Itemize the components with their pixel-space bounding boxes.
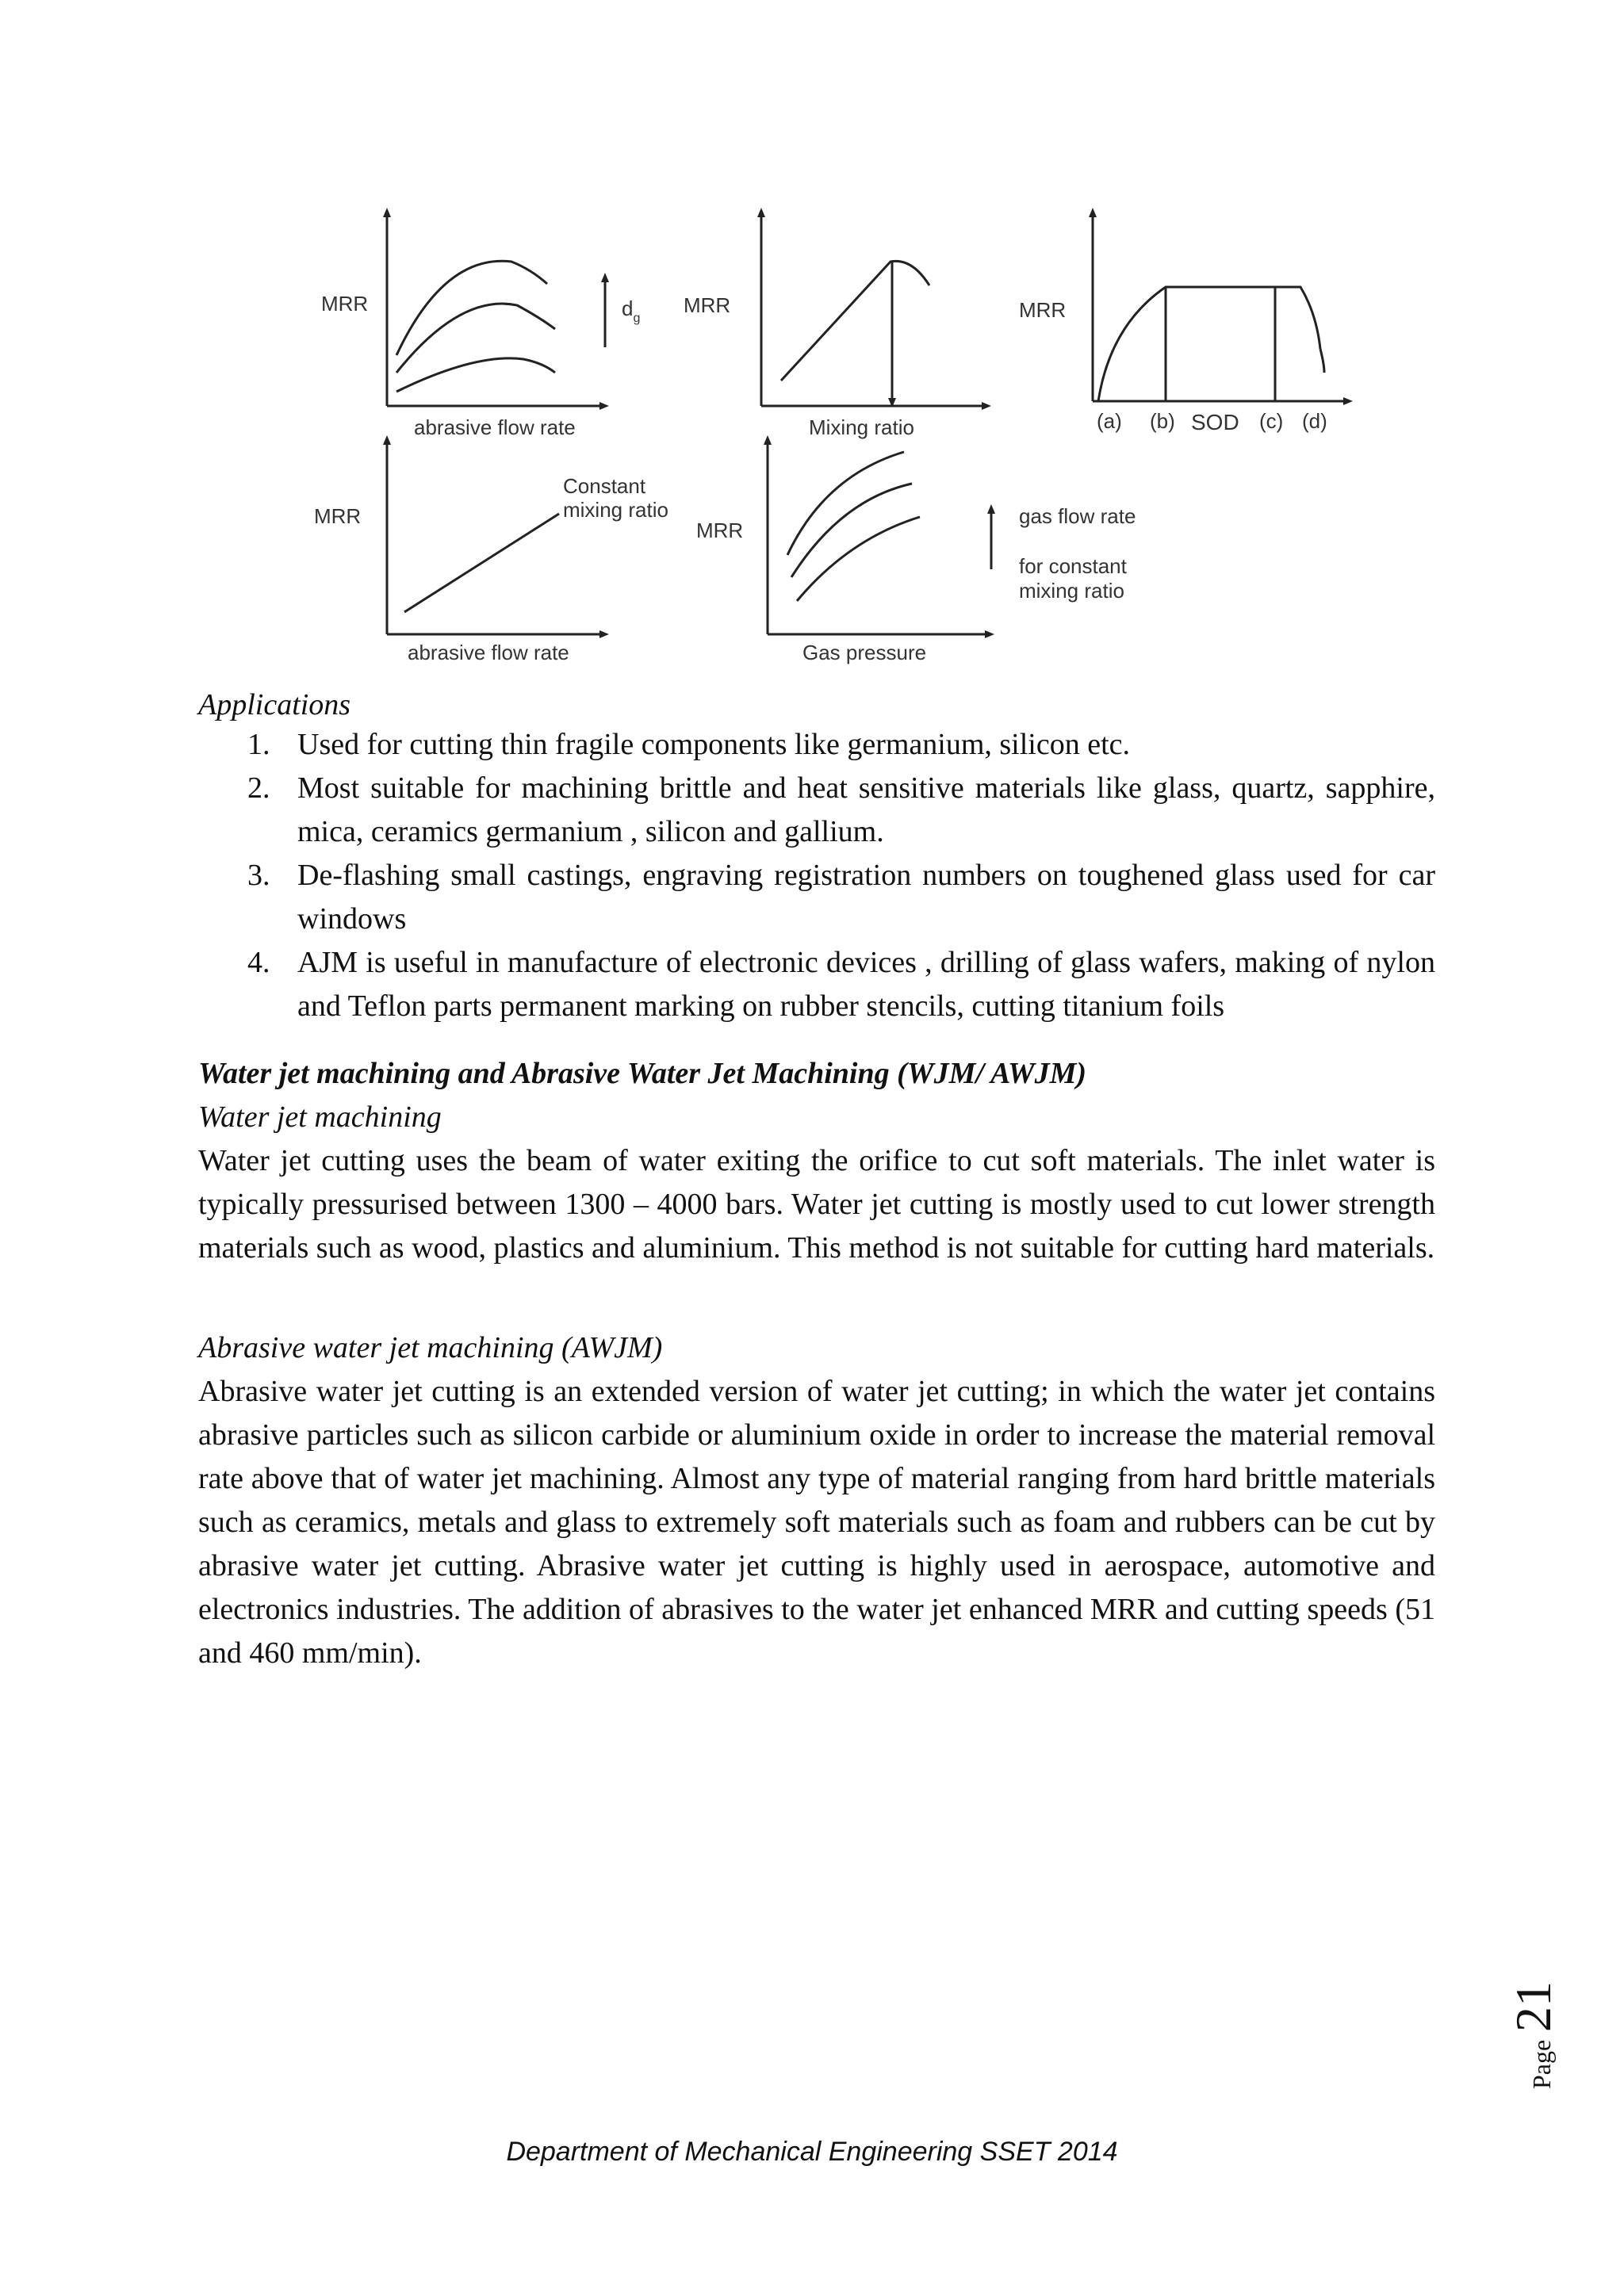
graph5-curve-low xyxy=(797,517,920,601)
graph3-tick-a: (a) xyxy=(1097,409,1122,433)
graph4-annotation-2: mixing ratio xyxy=(563,498,668,522)
graph1-dg-label: $d_g$ xyxy=(622,297,641,325)
graph3-tick-sod: SOD xyxy=(1191,410,1239,434)
graph2-xlabel: Mixing ratio xyxy=(809,415,914,439)
applications-heading: Applications xyxy=(198,688,351,721)
graph4-xlabel: abrasive flow rate xyxy=(408,641,569,664)
graph2-ylabel: MRR xyxy=(684,293,731,317)
list-item: 4. AJM is useful in manufacture of electronic devices , drilling of glass wafers, making of nylon and Teflon parts permanent marking on rubber stencils, cutting titanium foils xyxy=(247,946,1435,1023)
list-item: 3. De-flashing small castings, engraving registration numbers on toughened glass used for car windows xyxy=(247,859,1435,936)
graph3-tick-c: (c) xyxy=(1259,409,1284,433)
awjm-paragraph: Abrasive water jet cutting is an extended version of water jet cutting; in which the water jet contains abrasive particles such as silicon carbide or aluminium oxide in order to increase the material removal rate above that of water jet machining. Almost any type of material ranging from hard brittle materials such as ceramics, metals and glass to extremely soft materials such as foam and rubbers can be cut by abrasive water jet cutting. Abrasive water jet cutting is highly used in aerospace, automotive and electronics industries. The addition of abrasives to the water jet enhanced MRR and cutting speeds (51 and 460 mm/min). xyxy=(198,1375,1435,1670)
mrr-graphs-figure xyxy=(0,0,1624,698)
graph3-tick-b: (b) xyxy=(1150,409,1175,433)
wjm-subheading: Water jet machining xyxy=(198,1100,442,1134)
graph5-xlabel: Gas pressure xyxy=(802,641,927,664)
graph1-ylabel: MRR xyxy=(321,292,369,316)
graph5-annotation-2: for constant xyxy=(1019,554,1127,578)
page-prefix: Page xyxy=(1527,2039,1556,2089)
graph4-axes xyxy=(387,440,604,634)
graph1-xlabel: abrasive flow rate xyxy=(414,415,576,439)
graph3-tail xyxy=(1320,349,1324,373)
graph4-ylabel: MRR xyxy=(314,504,362,528)
wjm-paragraph: Water jet cutting uses the beam of water exiting the orifice to cut soft materials. The inlet water is typically pressurised between 1300 – 4000 bars. Water jet cutting is mostly used to cut lower strength materials such as wood, plastics and aluminium. This method is not suitable for cutting hard materials. xyxy=(198,1144,1435,1265)
awjm-subheading: Abrasive water jet machining (AWJM) xyxy=(198,1331,663,1364)
graph1-curve-low xyxy=(396,358,555,392)
graph4-line xyxy=(404,514,559,612)
applications-list xyxy=(198,723,1435,1028)
graph5-annotation-1: gas flow rate xyxy=(1019,504,1136,528)
list-item: 1. Used for cutting thin fragile components like germanium, silicon etc. xyxy=(247,728,1131,761)
page-footer: Department of Mechanical Engineering SSET 2014 xyxy=(506,2137,1118,2167)
wjm-heading: Water jet machining and Abrasive Water Jet Machining (WJM/ AWJM) xyxy=(198,1057,1087,1090)
graph5-axes xyxy=(768,440,990,634)
graph5-annotation-3: mixing ratio xyxy=(1019,579,1124,603)
graph1-axes xyxy=(387,212,604,406)
graph3-ylabel: MRR xyxy=(1019,298,1067,322)
page-number xyxy=(1511,1966,1566,2093)
list-item: 2. Most suitable for machining brittle and heat sensitive materials like glass, quartz, sapphire, mica, ceramics germanium , silicon and gallium. xyxy=(247,771,1435,848)
graph4-annotation-1: Constant xyxy=(563,474,646,498)
graph5-ylabel: MRR xyxy=(696,519,744,542)
page-number-value: 21 xyxy=(1511,1981,1561,2032)
graph3-curve xyxy=(1098,287,1320,401)
graph5-curve-top xyxy=(787,452,904,555)
graph2-axes xyxy=(761,212,986,406)
graph3-tick-d: (d) xyxy=(1302,409,1327,433)
graph5-curve-mid xyxy=(791,484,912,577)
graph2-curve xyxy=(781,261,929,381)
